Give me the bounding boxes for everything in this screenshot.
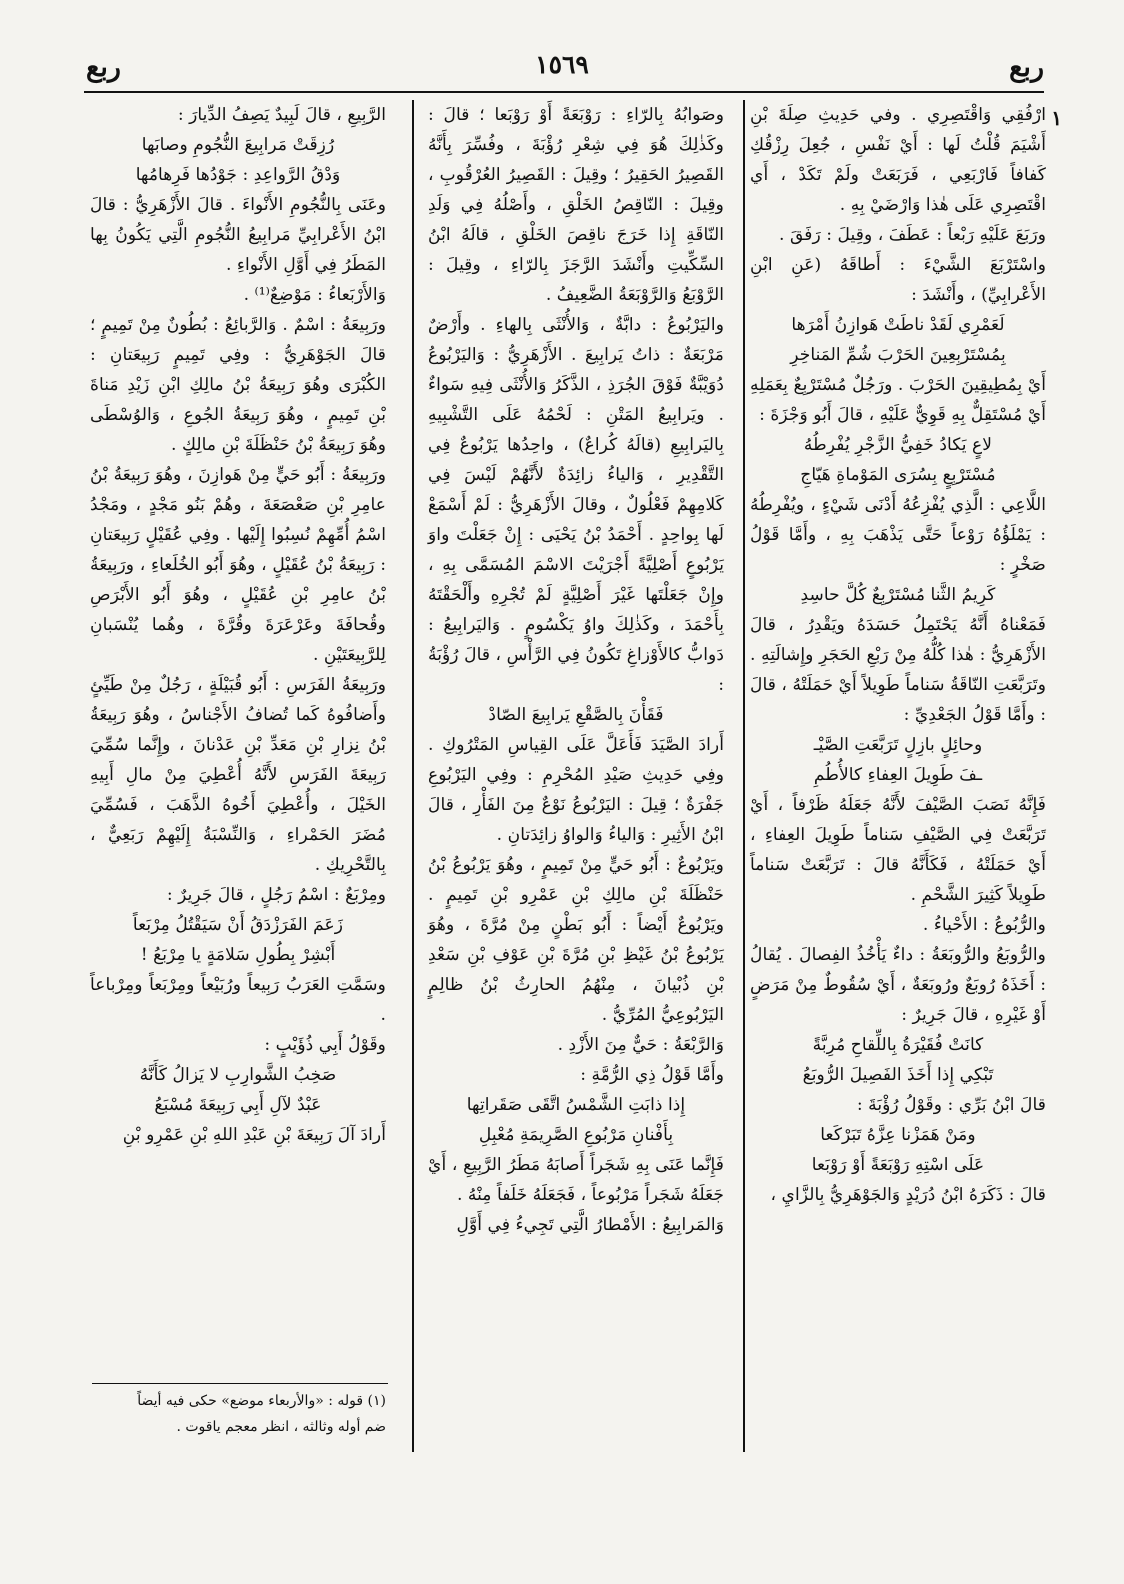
paragraph: قالَ ابْنُ بَرِّي : وقَوْلُ رُؤْبَةَ : <box>856 1095 1046 1115</box>
paragraph: ورَبَعَ عَلَيْهِ رَبْعاً : عَطَفَ ، وقِيلَ : رَفَقَ . <box>779 225 1046 245</box>
paragraph: وعَنَى بِالنُّجُومِ الأَنْواءَ . قالَ الأَزْهَرِيُّ : قالَ ابْنُ الأَعْرابِيِّ مَرابِيعُ النُّجُومِ الَّتِي يَكُونُ بِها المَطَرُ فِي أَوَّلِ الأَنْواءِ . <box>90 195 386 275</box>
paragraph: ورَبِيعَةُ : أَبُو حَيٍّ مِنْ هَوازِنَ ، وهُوَ رَبِيعَةُ بْنُ عامِرِ بْنِ صَعْصَعَةَ ، وهُمْ بَنُو مَجْدٍ ، ومَجْدُ اسْمُ أُمِّهِمْ نُسِبُوا إِلَيْها . وفِي عُقَيْلٍ رَبِيعَتانِ : رَبِيعَةُ بْنُ عُقَيْلٍ ، وهُوَ أَبُو الخُلَعاءِ ، ورَبِيعَةُ بْنُ عامِرِ بْنِ عُقَيْلٍ ، وهُوَ أَبُو الأَبْرَصِ وقُحافَةَ وعَرْعَرَةَ وقُرَّةَ ، وهُما يُنْسَبانِ لِلرَّبِيعَتَيْنِ . <box>90 465 386 665</box>
verse-line: لَعَمْرِي لَقَدْ ناطَتْ هَوازِنُ أَمْرَها <box>791 315 1005 335</box>
paragraph: وَالمَرابِيعُ : الأَمْطارُ الَّتِي تَجِيءُ فِي أَوَّلِ <box>456 1215 724 1235</box>
paragraph: وقَوْلُ أَبِي ذُؤَيْبٍ : <box>264 1035 386 1055</box>
header-rule <box>84 91 1044 93</box>
verse-line: كَرِيمُ الثَّنا مُسْتَرْبِعٌ كُلَّ حاسِدِ <box>800 585 996 605</box>
verse-line: عَبْدٌ لآلِ أَبِي رَبِيعَةَ مُسْبَعُ <box>154 1095 322 1115</box>
paragraph: والرُّوبَعُ والرُّوبَعَةُ : داءٌ يَأْخُذُ الفِصالَ . يُقالُ : أَخَذَهُ رُوبَعٌ ورُوبَعَةٌ ، أَيْ سُقُوطٌ مِنْ مَرَضٍ أَوْ غَيْرِهِ ، قالَ جَرِيرٌ : <box>750 945 1046 1025</box>
verse-line: ـفَ طَوِيلَ العِفاءِ كالأُطُمِ <box>813 765 983 785</box>
paragraph: فَإِنَّما عَنَى بِهِ شَجَراً أَصابَهُ مَطَرُ الرَّبِيعِ ، أَيْ جَعَلَهُ شَجَراً مَرْبُوعاً ، فَجَعَلَهُ خَلَفاً مِنْهُ . <box>428 1155 724 1205</box>
verse-line: رُزِقَتْ مَرابِيعَ النُّجُومِ وصابَها <box>141 135 335 155</box>
paragraph: وأَمَّا قَوْلُ ذِي الرُّمَّةِ : <box>580 1065 724 1085</box>
verse-line: أَبْشِرْ بِطُولِ سَلامَةٍ يا مِرْبَعُ ! <box>140 945 336 965</box>
verse-line: وحائِلٍ بازِلٍ تَرَبَّعَتِ الصَّيْـ <box>813 735 983 755</box>
paragraph: فَمَعْناهُ أَنَّهُ يَحْتَمِلُ حَسَدَهُ ويَقْدِرُ ، قالَ الأَزْهَرِيُّ : هٰذا كُلُّهُ مِنْ رَبْعِ الحَجَرِ وإِشالَتِهِ . وتَرَبَّعَتِ النّاقَةُ سَناماً طَوِيلاً أَيْ حَمَلَتْهُ ، قالَ : وأَمَّا قَوْلُ الجَعْدِيِّ : <box>750 615 1046 725</box>
paragraph: وَالأَرْبَعاءُ : مَوْضِعٌ⁽¹⁾ . <box>243 285 386 305</box>
paragraph: ورَبِيعَةُ : اسْمٌ . وَالرَّبائِعُ : بُطُونٌ مِنْ تَمِيمٍ ؛ قالَ الجَوْهَرِيُّ : وفِي تَمِيمٍ رَبِيعَتانِ : الكُبْرَى وهُوَ رَبِيعَةُ بْنُ مالِكِ ابْنِ زَيْدِ مَناةَ بْنِ تَمِيمٍ ، وهُوَ رَبِيعَةُ الجُوعِ ، وَالوُسْطَى وهُوَ رَبِيعَةُ بْنُ حَنْظَلَةَ بْنِ مالِكٍ . <box>90 315 386 455</box>
paragraph: وَالرَّبْعَةُ : حَيٌّ مِنَ الأَزْدِ . <box>557 1035 724 1055</box>
footnote-line: (١) قوله : «والأربعاء موضع» حكى فيه أيضاً <box>137 1393 386 1409</box>
paragraph: واسْتَرْبَعَ الشَّيْءَ : أَطاقَهُ (عَنِ ابْنِ الأَعْرابِيِّ) ، وأَنْشَدَ : <box>750 255 1046 305</box>
verse-line: صَخِبُ الشَّوارِبِ لا يَزالُ كَأَنَّهُ <box>139 1065 337 1085</box>
header-root-word-right: ربع <box>1009 52 1044 83</box>
verse-line: فَقَأْنَ بِالصَّقْعِ يَرابِيعَ الصّادْ <box>488 705 664 725</box>
header-root-word-left: ربع <box>86 52 121 83</box>
margin-number: ١ <box>1051 106 1062 130</box>
paragraph: وصَوابُهُ بِالرّاءِ : رَوْبَعَةً أَوْ رَوْبَعا ؛ قالَ : وكَذٰلِكَ هُوَ فِي شِعْرِ رُؤْبَةَ ، وفُسِّرَ بِأَنَّهُ القَصِيرُ الحَقِيرُ ؛ وقِيلَ : القَصِيرُ العُرْقُوبِ ، وقِيلَ : النّاقِصُ الخَلْقِ ، وأَصْلُهُ فِي وَلَدِ النّاقَةِ إِذا خَرَجَ ناقِصَ الخَلْقِ ، قالَهُ ابْنُ السِّكِّيتِ وأَنْشَدَ الرَّجَزَ بِالرّاءِ ، وقِيلَ : الرَّوْبَعُ وَالرَّوْبَعَةُ الضَّعِيفُ . <box>428 105 724 305</box>
verse-line: عَلَى اسْتِهِ رَوْبَعَةً أَوْ رَوْبَعا <box>811 1155 985 1175</box>
paragraph: والرُّبُوعُ : الأَحْياءُ . <box>922 915 1046 935</box>
paragraph: واليَرْبُوعُ : دابَّةٌ ، وَالأُنْثَى بِالهاءِ . وأَرْضٌ مَرْبَعَةٌ : ذاتُ يَرابِيعَ . الأَزْهَرِيُّ : وَاليَرْبُوعُ دُوَيْبَّةٌ فَوْقَ الجُرَذِ ، الذَّكَرُ وَالأُنْثَى فِيهِ سَواءٌ . ويَرابِيعُ المَتْنِ : لَحْمُهُ عَلَى التَّشْبِيهِ بِاليَرابِيعِ (قالَهُ كُراعٌ) ، واحِدُها يَرْبُوعٌ فِي التَّقْدِيرِ ، وَالياءُ زائِدَةٌ لأَنَّهُمْ لَيْسَ فِي كَلامِهِمْ فَعْلُولٌ ، وقالَ الأَزْهَرِيُّ : لَمْ أَسْمَعْ لَها بِواحِدٍ . أَحْمَدُ بْنُ يَحْيَى : إِنْ جَعَلْتَ واوَ يَرْبُوعٍ أَصْلِيَّةً أَجْرَيْتَ الاسْمَ المُسَمَّى بِهِ ، وإِنْ جَعَلْتَها غَيْرَ أَصْلِيَّةٍ لَمْ تُجْرِهِ وأَلْحَقْتَهُ بِأَحْمَدَ ، وكَذٰلِكَ واوُ يَكْسُومٍ . وَاليَرابِيعُ : دَوابُّ كالأَوْزاغِ تَكُونُ فِي الرَّأْسِ ، قالَ رُؤْبَةُ : <box>428 315 724 695</box>
verse-line: إِذا ذابَتِ الشَّمْسُ اتَّقَى صَقَراتِها <box>466 1095 686 1115</box>
verse-line: وَدْقُ الرَّواعِدِ : جَوْدُها فَرِهامُها <box>135 165 341 185</box>
verse-line: كانَتْ فُقَيْرَةُ بِاللِّقاحِ مُرِبَّةً <box>812 1035 984 1055</box>
paragraph: ويَرْبُوعٌ : أَبُو حَيٍّ مِنْ تَمِيمٍ ، وهُوَ يَرْبُوعُ بْنُ حَنْظَلَةَ بْنِ مالِكِ بْنِ عَمْرِو بْنِ تَمِيمٍ . ويَرْبُوعٌ أَيْضاً : أَبُو بَطْنٍ مِنْ مُرَّةَ ، وهُوَ يَرْبُوعُ بْنُ غَيْظِ بْنِ مُرَّةَ بْنِ عَوْفِ بْنِ سَعْدِ بْنِ ذُبْيانَ ، مِنْهُمُ الحارِثُ بْنُ ظالِمٍ اليَرْبُوعِيُّ المُرِّيُّ . <box>428 855 724 1025</box>
verse-line: زَعَمَ الفَرَزْدَقُ أَنْ سَيَقْتُلُ مِرْبَعاً <box>132 915 344 935</box>
paragraph: أَرادَ الصَّيَدَ فَأَعَلَّ عَلَى القِياسِ المَتْرُوكِ . وفِي حَدِيثِ صَيْدِ المُحْرِمِ : وفِي اليَرْبُوعِ جَفْرَةٌ ؛ قِيلَ : اليَرْبُوعُ نَوْعٌ مِنَ الفَأْرِ ، قالَ ابْنُ الأَثِيرِ : وَالياءُ وَالواوُ زائِدَتانِ . <box>428 735 724 845</box>
verse-line: مُسْتَرْبِعٍ بِسُرَى المَوْماةِ هَيّاجِ <box>800 465 996 485</box>
paragraph: ارْفُقِي وَاقْتَصِرِي . وفي حَدِيثِ صِلَةَ بْنِ أَشْيَمَ قُلْتُ لَها : أَيْ نَفْسِ ، جُعِلَ رِزْقُكِ كَفافاً فَارْبَعِي ، فَرَبَعَتْ ولَمْ تَكَدْ ، أَي اقْتَصِرِي عَلَى هٰذا وَارْضَيْ بِهِ . <box>750 105 1046 215</box>
paragraph: أَيْ بِمُطِيقِينَ الحَرْبَ . ورَجُلٌ مُسْتَرْبِعٌ بِعَمَلِهِ أَيْ مُسْتَقِلٌّ بِهِ قَوِيٌّ عَلَيْهِ ، قالَ أَبُو وَجْزَةَ : <box>750 375 1046 425</box>
paragraph: وسَمَّتِ العَرَبُ رَبِيعاً ورُبَيْعاً ومِرْبَعاً ومِرْباعاً . <box>90 975 386 1025</box>
paragraph: اللَّاعِي : الَّذِي يُفْزِعُهُ أَدْنَى شَيْءٍ ، ويُفْرِطُهُ : يَمْلَؤُهُ رَوْعاً حَتَّى يَذْهَبَ بِهِ ، وأَمَّا قَوْلُ صَخْرٍ : <box>750 495 1046 575</box>
verse-line: ومَنْ هَمَزْنا عِزَّهُ تَبَرْكَعا <box>820 1125 976 1145</box>
paragraph: فَإِنَّهُ نَصَبَ الصَّيْفَ لأَنَّهُ جَعَلَهُ ظَرْفاً ، أَيْ تَرَبَّعَتْ فِي الصَّيْفِ سَناماً طَوِيلَ العِفاءِ ، أَيْ حَمَلَتْهُ ، فَكَأَنَّهُ قالَ : تَرَبَّعَتْ سَناماً طَوِيلاً كَثِيرَ الشَّحْمِ . <box>750 795 1046 905</box>
footnote-rule <box>92 1383 388 1384</box>
verse-line: بِأَفْنانِ مَرْبُوعِ الصَّرِيمَةِ مُعْبِلِ <box>478 1125 674 1145</box>
column-left <box>90 100 386 1150</box>
column-divider <box>412 100 414 1452</box>
verse-line: تَبْكِي إِذا أَخَذَ الفَصِيلَ الرُّوبَعُ <box>802 1065 994 1085</box>
paragraph: أَرادَ آلَ رَبِيعَةَ بْنِ عَبْدِ اللهِ بْنِ عَمْرِو بْنِ <box>122 1125 386 1145</box>
paragraph: الرَّبِيعِ ، قالَ لَبِيدٌ يَصِفُ الدِّيارَ : <box>177 105 386 125</box>
paragraph: ورَبِيعَةُ الفَرَسِ : أَبُو قُبَيْلَةٍ ، رَجُلٌ مِنْ طَيِّئٍ وأَضافُوهُ كَما تُضافُ الأَجْناسُ ، وهُوَ رَبِيعَةُ بْنُ نِزارِ بْنِ مَعَدِّ بْنِ عَدْنانَ ، وإِنَّما سُمِّيَ رَبِيعَةَ الفَرَسِ لأَنَّهُ أُعْطِيَ مِنْ مالِ أَبِيهِ الخَيْلَ ، وأُعْطِيَ أَخُوهُ الذَّهَبَ ، فَسُمِّيَ مُضَرَ الحَمْراءِ ، وَالنِّسْبَةُ إِلَيْهِمْ رَبَعِيٌّ ، بِالتَّحْرِيكِ . <box>90 675 386 875</box>
page-number: ١٥٦٩ <box>535 50 589 79</box>
verse-line: لاعٍ يَكادُ خَفِيُّ الزَّجْرِ يُفْرِطُهُ <box>803 435 993 455</box>
footnote-line: ضم أوله وثالثه ، انظر معجم ياقوت . <box>176 1419 386 1435</box>
footnote <box>90 1388 386 1440</box>
column-divider <box>743 100 745 1452</box>
column-right <box>750 100 1046 1210</box>
paragraph: ومِرْبَعٌ : اسْمُ رَجُلٍ ، قالَ جَرِيرٌ : <box>166 885 386 905</box>
verse-line: بِمُسْتَرْبِعِينَ الحَرْبَ شُمِّ المَناخِرِ <box>790 345 1006 365</box>
paragraph: قالَ : ذَكَرَهُ ابْنُ دُرَيْدٍ وَالجَوْهَرِيُّ بِالزَّايِ ، <box>770 1185 1046 1205</box>
column-middle <box>428 100 724 1240</box>
